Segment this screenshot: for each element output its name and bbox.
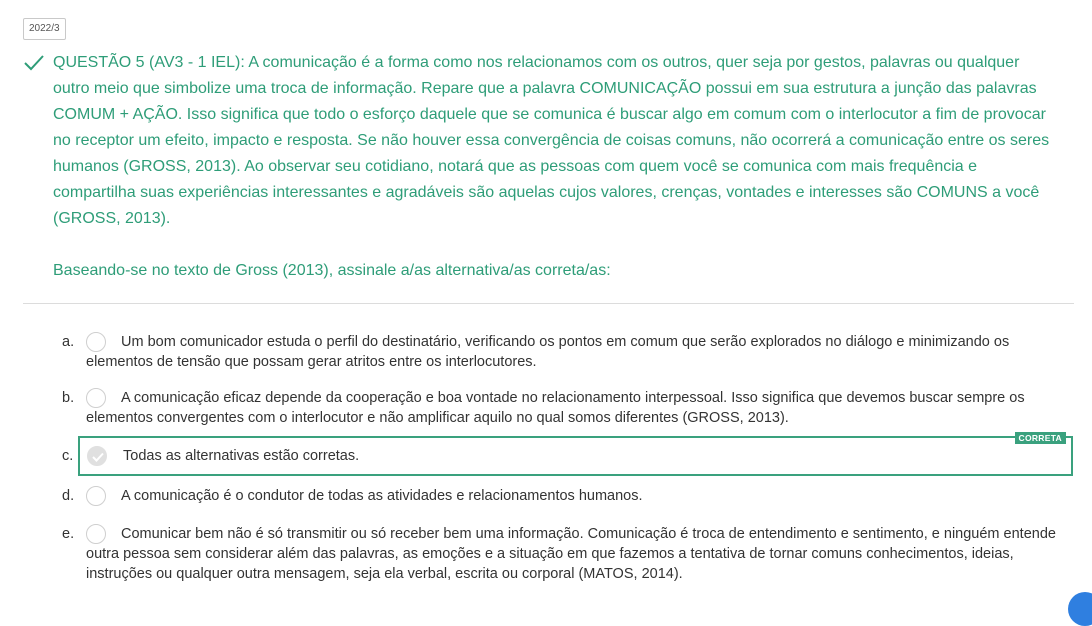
correct-badge: CORRETA <box>1015 432 1067 444</box>
divider <box>23 303 1074 304</box>
option-letter: b. <box>62 390 75 406</box>
option-letter: a. <box>62 334 75 350</box>
question-text <box>53 50 1053 284</box>
option-text: A comunicação eficaz depende da cooperação e boa vontade no relacionamento interpessoal. Isso significa que devemos buscar sempre os elementos convergentes com o interlocutor e não amplificar aquilo no qual somos diferentes (GROSS, 2013). <box>86 390 1025 426</box>
option-text: A comunicação é o condutor de todas as atividades e relacionamentos humanos. <box>121 488 643 504</box>
check-icon <box>23 52 45 74</box>
option-letter: e. <box>62 526 75 542</box>
option-letter: d. <box>62 488 75 504</box>
term-tag: 2022/3 <box>23 18 66 40</box>
option-letter: c. <box>62 448 74 464</box>
option-text: Todas as alternativas estão corretas. <box>123 448 360 464</box>
chat-icon[interactable] <box>1068 592 1092 626</box>
question-prompt: Baseando-se no texto de Gross (2013), assinale a/as alternativa/as correta/as: <box>53 262 611 279</box>
option-text: Comunicar bem não é só transmitir ou só receber bem uma informação. Comunicação é troca de entendimento e sentimento, e ninguém entende outra pessoa sem considerar além das palavras, as emoções e a situação em que fazemos a tentativa de tornar comuns conhecimentos, ideias, instruções ou qualquer outra mensagem, seja ela verbal, escrita ou corporal (MATOS, 2014). <box>86 526 1056 582</box>
question-statement: QUESTÃO 5 (AV3 - 1 IEL): A comunicação é a forma como nos relacionamos com os outros, quer seja por gestos, palavras ou qualquer outro meio que simbolize uma troca de informação. Repare que a palavra COMUNICAÇÃO possui em sua estrutura a junção das palavras COMUM + AÇÃO. Isso significa que todo o esforço daquele que se comunica é buscar algo em comum com o interlocutor a fim de provocar no receptor um efeito, impacto e resposta. Se não houver essa convergência de coisas comuns, não ocorrerá a comunicação entre os seres humanos (GROSS, 2013). Ao observar seu cotidiano, notará que as pessoas com quem você se comunica com mais frequência e compartilha suas experiências interessantes e agradáveis são aquelas cujos valores, crenças, vontades e interesses são COMUNS a você (GROSS, 2013). <box>53 54 1050 227</box>
option-text: Um bom comunicador estuda o perfil do destinatário, verificando os pontos em comum que serão explorados no diálogo e minimizando os elementos de tensão que possam gerar atritos entre os interlocutores. <box>86 334 1010 370</box>
